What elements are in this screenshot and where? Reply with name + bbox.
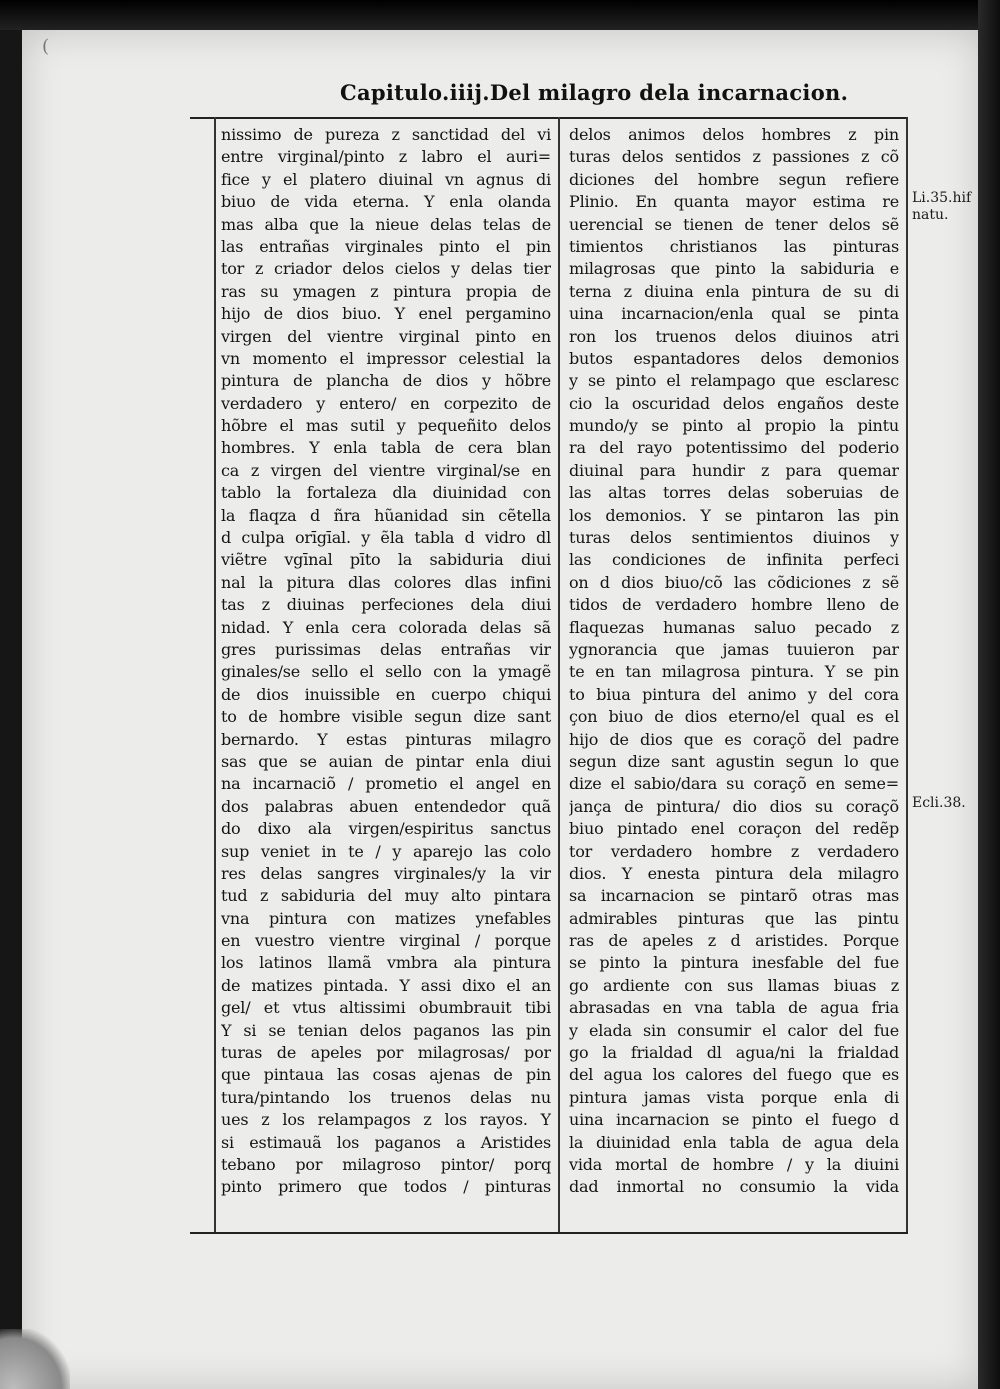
text-line: y elada sin consumir el calor del fue [569, 1020, 899, 1040]
text-line: los latinos llamã vmbra ala pintura [221, 953, 551, 973]
text-line: go la frialdad dl agua/ni la frialdad [569, 1043, 899, 1063]
right-column-rule [906, 117, 908, 1232]
text-line: se pinto la pintura inesfable del fue [569, 953, 899, 973]
text-line: tor verdadero hombre z verdadero [569, 841, 899, 861]
text-line: cio la oscuridad delos engaños deste [569, 393, 899, 413]
text-line: mas alba que la nieue delas telas de [221, 214, 551, 234]
text-line: gel/ et vtus altissimi obumbrauit tibi [221, 998, 551, 1018]
text-line: que pintaua las cosas ajenas de pin [221, 1065, 551, 1085]
text-line: del agua los calores del fuego que es [569, 1065, 899, 1085]
text-line: uerencial se tienen de tener delos sẽ [569, 214, 899, 234]
text-line: ginales/se sello el sello con la ymagẽ [221, 662, 551, 682]
text-line: sas que se auian de pintar enla diui [221, 751, 551, 771]
text-line: do dixo ala virgen/espiritus sanctus [221, 819, 551, 839]
text-line: si estimauã los paganos a Aristides [221, 1132, 551, 1152]
text-line: jança de pintura/ dio dios su coraçõ [569, 796, 899, 816]
text-line: pinto primero que todos / pinturas [221, 1177, 551, 1197]
text-line: hijo de dios que es coraçõ del padre [569, 729, 899, 749]
text-line: nidad. Y enla cera colorada delas sã [221, 617, 551, 637]
text-line: las altas torres delas soberuias de [569, 483, 899, 503]
text-line: sa incarnacion se pintarõ otras mas [569, 886, 899, 906]
text-line: res delas sangres virginales/y la vir [221, 863, 551, 883]
scan-right-border [978, 0, 1000, 1389]
text-line: çon biuo de dios eterno/el qual es el [569, 707, 899, 727]
text-line: segun dize sant agustin segun lo que [569, 751, 899, 771]
text-line: on d dios biuo/cõ las cõdiciones z sẽ [569, 572, 899, 592]
text-line: tablo la fortaleza dla diuinidad con [221, 483, 551, 503]
corner-mark: ( [42, 36, 50, 57]
text-line: delos animos delos hombres z pin [569, 125, 899, 144]
text-line: gres purissimas delas entrañas vir [221, 639, 551, 659]
text-line: viẽtre vgīnal pīto la sabiduria diui [221, 550, 551, 570]
text-line: uina incarnacion se pinto el fuego d [569, 1110, 899, 1130]
text-line: diciones del hombre segun refiere [569, 169, 899, 189]
text-line: abrasadas en vna tabla de agua fria [569, 998, 899, 1018]
text-line: timientos christianos las pinturas [569, 236, 899, 256]
text-line: go ardiente con sus llamas biuas z [569, 975, 899, 995]
text-line: ron los truenos delos diuinos atri [569, 326, 899, 346]
middle-column-rule [558, 117, 560, 1232]
marginal-note-line: Li.35.hif [912, 190, 972, 206]
text-line: en vuestro vientre virginal / porque [221, 931, 551, 951]
text-line: ras su ymagen z pintura propia de [221, 281, 551, 301]
text-line: ygnorancia que jamas tuuieron par [569, 639, 899, 659]
text-line: fice y el platero diuinal vn agnus di [221, 169, 551, 189]
text-line: hombres. Y enla tabla de cera blan [221, 438, 551, 458]
top-rule [190, 117, 908, 119]
text-line: entre virginal/pinto z labro el auri= [221, 147, 551, 167]
text-line: mundo/y se pinto al propio la pintu [569, 416, 899, 436]
text-line: la diuinidad enla tabla de agua dela [569, 1132, 899, 1152]
text-line: butos espantadores delos demonios [569, 348, 899, 368]
text-column-left [221, 124, 551, 1199]
text-line: biuo pintado enel coraçon del redẽp [569, 819, 899, 839]
text-line: tura/pintando los truenos delas nu [221, 1087, 551, 1107]
text-line: Plinio. En quanta mayor estima re [569, 192, 899, 212]
text-line: verdadero y entero/ en corpezito de [221, 393, 551, 413]
text-line: dad inmortal no consumio la vida [569, 1177, 899, 1197]
text-line: Y si se tenian delos paganos las pin [221, 1020, 551, 1040]
text-line: ca z virgen del vientre virginal/se en [221, 460, 551, 480]
text-line: virgen del vientre virginal pinto en [221, 326, 551, 346]
text-line: las entrañas virginales pinto el pin [221, 236, 551, 256]
text-line: biuo de vida eterna. Y enla olanda [221, 192, 551, 212]
text-line: de matizes pintada. Y assi dixo el an [221, 975, 551, 995]
page-header: Capitulo.iiij.Del milagro dela incarnacion. [340, 80, 849, 105]
text-line: tud z sabiduria del muy alto pintara [221, 886, 551, 906]
text-line: vna pintura con matizes ynefables [221, 908, 551, 928]
marginal-note-line: natu. [912, 207, 949, 223]
text-line: la flaqza d ñra hũanidad sin cẽtella [221, 505, 551, 525]
text-line: ra del rayo potentissimo del poderio [569, 438, 899, 458]
text-line: to de hombre visible segun dize sant [221, 707, 551, 727]
text-line: d culpa orīgīal. y ẽla tabla d vidro dl [221, 528, 551, 548]
text-line: flaquezas humanas saluo pecado z [569, 617, 899, 637]
text-line: ues z los relampagos z los rayos. Y [221, 1110, 551, 1130]
marginal-note-ecclesiasticus: Ecli.38. [912, 795, 966, 811]
text-line: to biua pintura del animo y del cora [569, 684, 899, 704]
text-line: ras de apeles z d aristides. Porque [569, 931, 899, 951]
text-line: tor z criador delos cielos y delas tier [221, 259, 551, 279]
text-line: terna z diuina enla pintura de su di [569, 281, 899, 301]
text-line: y se pinto el relampago que esclaresc [569, 371, 899, 391]
text-line: las condiciones de infinita perfeci [569, 550, 899, 570]
text-line: diuinal para hundir z para quemar [569, 460, 899, 480]
text-line: turas delos sentidos z passiones z cõ [569, 147, 899, 167]
text-line: nal la pitura dlas colores dlas infini [221, 572, 551, 592]
text-line: vn momento el impressor celestial la [221, 348, 551, 368]
text-line: pintura de plancha de dios y hõbre [221, 371, 551, 391]
text-line: dios. Y enesta pintura dela milagro [569, 863, 899, 883]
text-line: dos palabras abuen entendedor quã [221, 796, 551, 816]
marginal-note-pliny [912, 190, 971, 224]
text-line: turas de apeles por milagrosas/ por [221, 1043, 551, 1063]
text-line: bernardo. Y estas pinturas milagro [221, 729, 551, 749]
text-column-right [569, 124, 899, 1199]
left-column-rule [214, 117, 216, 1232]
text-line: tebano por milagroso pintor/ porq [221, 1154, 551, 1174]
text-line: vida mortal de hombre / y la diuini [569, 1154, 899, 1174]
text-line: na incarnaciõ / prometio el angel en [221, 774, 551, 794]
text-line: hõbre el mas sutil y pequeñito delos [221, 416, 551, 436]
text-line: milagrosas que pinto la sabiduria e [569, 259, 899, 279]
text-line: tidos de verdadero hombre lleno de [569, 595, 899, 615]
text-line: te en tan milagrosa pintura. Y se pin [569, 662, 899, 682]
text-line: tas z diuinas perfeciones dela diui [221, 595, 551, 615]
text-line: dize el sabio/dara su coraçõ en seme= [569, 774, 899, 794]
text-line: los demonios. Y se pintaron las pin [569, 505, 899, 525]
scan-top-border [0, 0, 1000, 30]
text-line: turas delos sentimientos diuinos y [569, 528, 899, 548]
text-line: admirables pinturas que las pintu [569, 908, 899, 928]
text-line: pintura jamas vista porque enla di [569, 1087, 899, 1107]
text-line: hijo de dios biuo. Y enel pergamino [221, 304, 551, 324]
text-line: nissimo de pureza z sanctidad del vi [221, 125, 551, 144]
thumb-shadow [0, 1329, 70, 1389]
text-line: uina incarnacion/enla qual se pinta [569, 304, 899, 324]
text-line: sup veniet in te / y aparejo las colo [221, 841, 551, 861]
bottom-rule [190, 1232, 908, 1234]
text-line: de dios inuissible en cuerpo chiqui [221, 684, 551, 704]
